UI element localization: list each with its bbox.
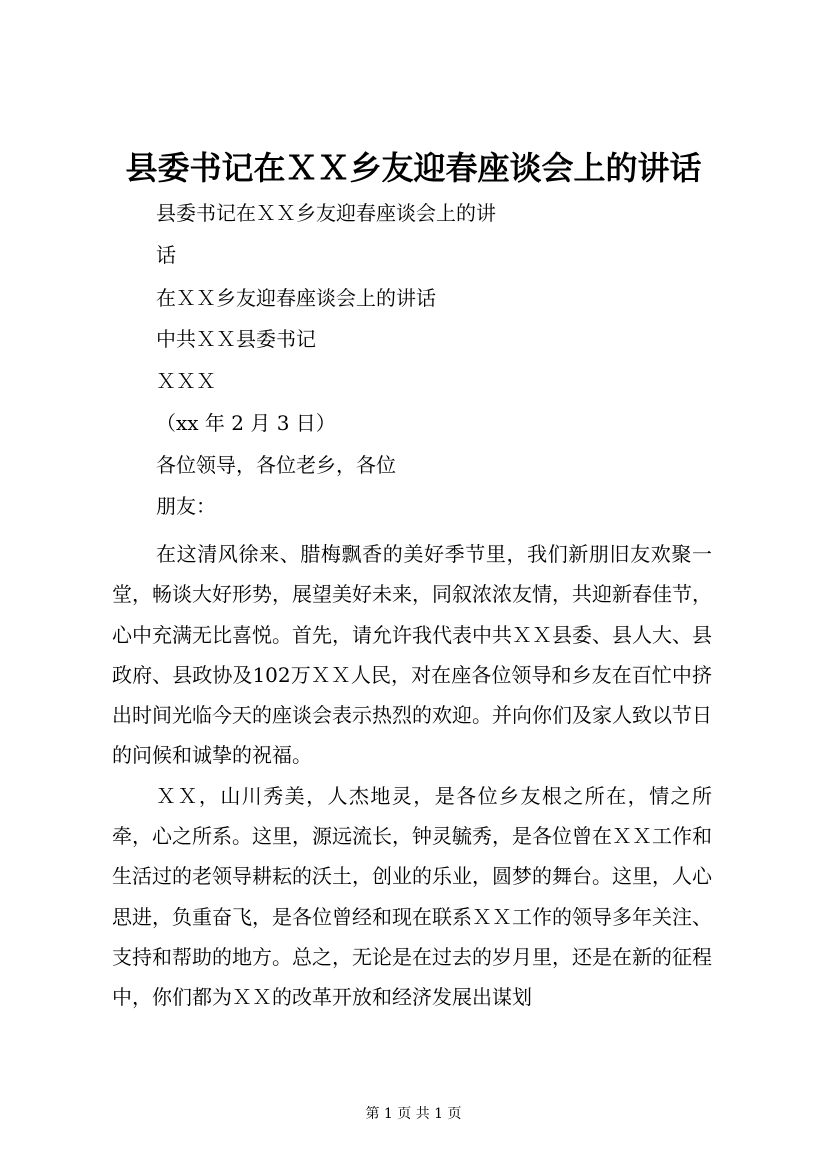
header-line-4: 中共ＸＸ县委书记 (156, 327, 316, 351)
header-line-3: 在ＸＸ乡友迎春座谈会上的讲话 (156, 286, 436, 310)
salutation-line-1: 各位领导，各位老乡，各位 (156, 453, 396, 477)
header-line-2: 话 (156, 243, 176, 267)
header-line-1: 县委书记在ＸＸ乡友迎春座谈会上的讲 (156, 201, 496, 225)
salutation-line-2: 朋友： (156, 494, 216, 518)
document-body (112, 534, 712, 1018)
body-paragraph-1: 在这清风徐来、腊梅飘香的美好季节里，我们新朋旧友欢聚一堂，畅谈大好形势，展望美好未来，同叙浓浓友情，共迎新春佳节，心中充满无比喜悦。首先，请允许我代表中共ＸＸ县委、县人大、县政府、县政协及102万ＸＸ人民，对在座各位领导和乡友在百忙中挤出时间光临今天的座谈会表示热烈的欢迎。并向你们及家人致以节日的问候和诚挚的祝福。 (112, 542, 712, 768)
document-title: 县委书记在ＸＸ乡友迎春座谈会上的讲话 (125, 149, 702, 187)
page-number-footer: 第 1 页 共 1 页 (365, 1106, 462, 1122)
body-paragraph-2: ＸＸ，山川秀美，人杰地灵，是各位乡友根之所在，情之所牵，心之所系。这里，源远流长，钟灵毓秀，是各位曾在ＸＸ工作和生活过的老领导耕耘的沃土，创业的乐业，圆梦的舞台。这里，人心思进，负重奋飞，是各位曾经和现在联系ＸＸ工作的领导多年关注、支持和帮助的地方。总之，无论是在过去的岁月里，还是在新的征程中，你们都为ＸＸ的改革开放和经济发展出谋划 (112, 783, 712, 1010)
date-line: （xx 年 2 月 3 日） (156, 411, 336, 435)
header-line-5: ＸＸＸ (156, 369, 216, 393)
